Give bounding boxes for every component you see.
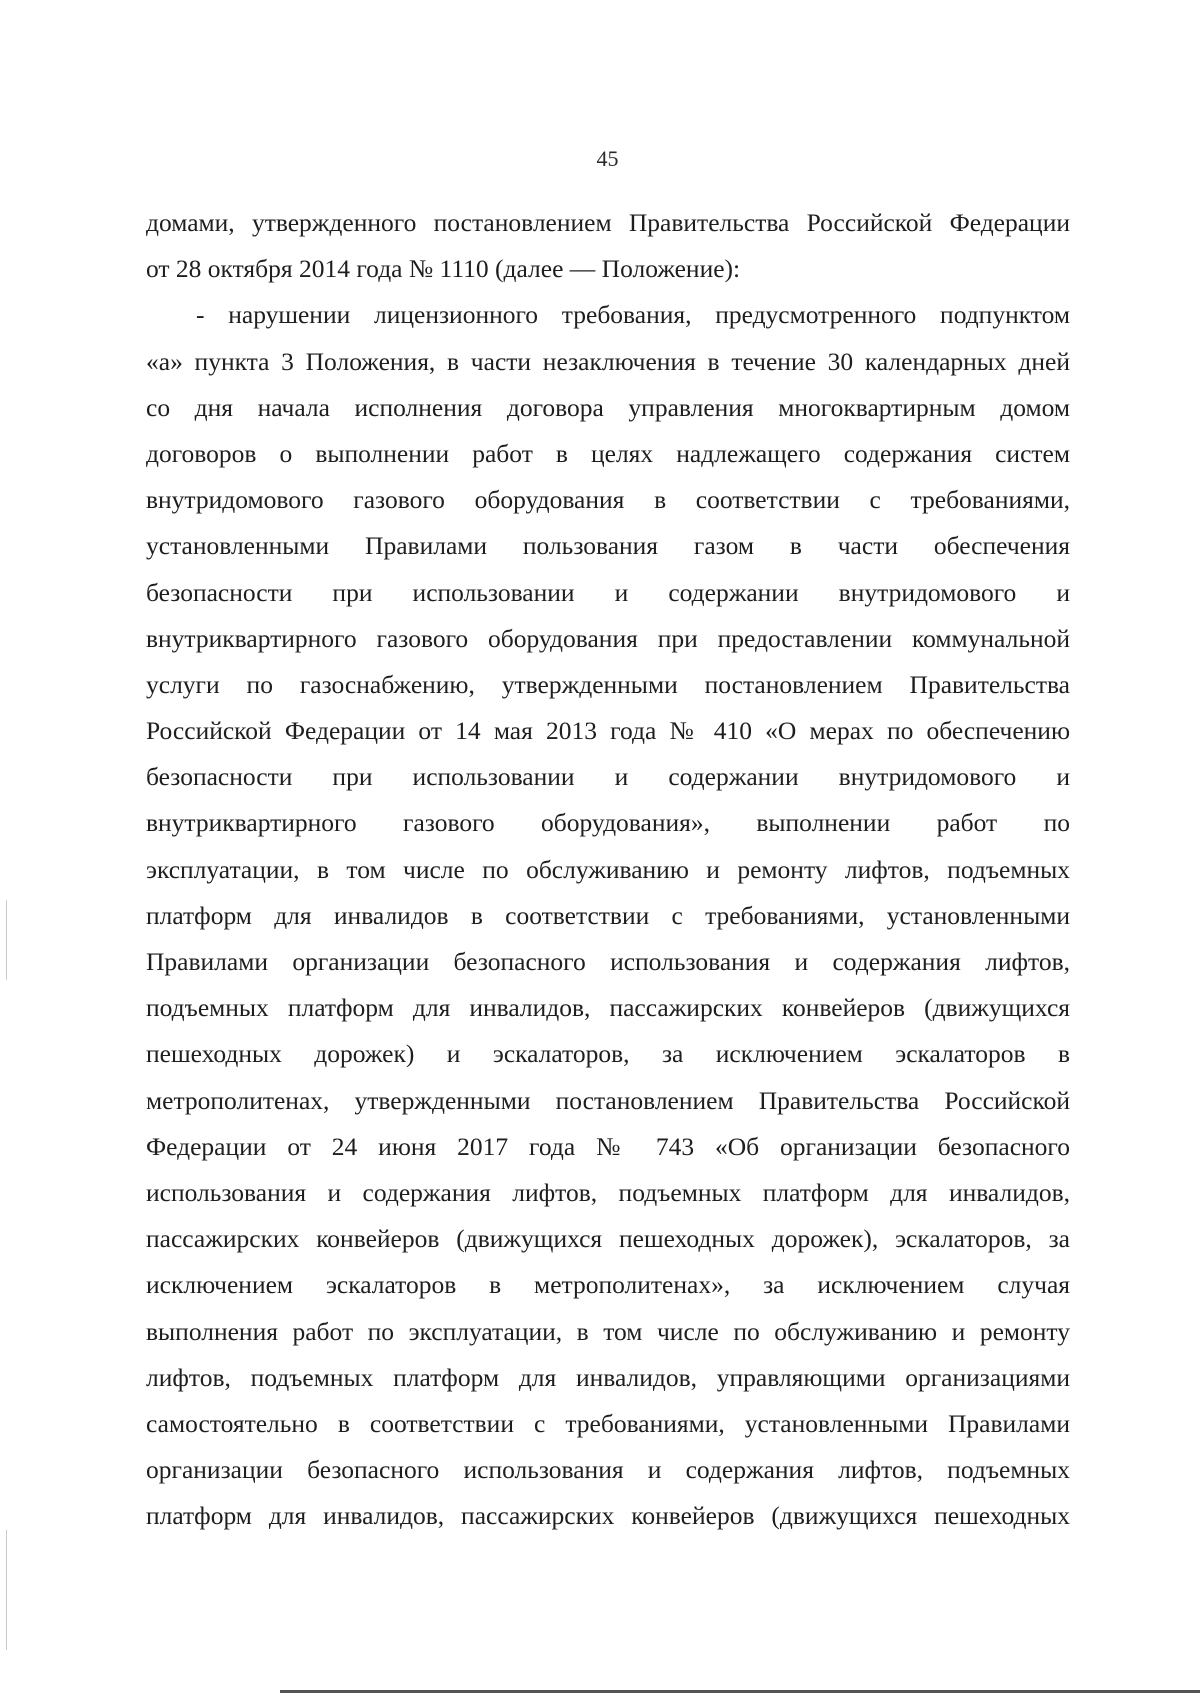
text-line: домами, утвержденного постановлением Правительства Российской Федерации bbox=[146, 208, 1070, 237]
text-line: выполнения работ по эксплуатации, в том числе по обслуживанию и ремонту bbox=[146, 1316, 1070, 1346]
text-line: пассажирских конвейеров (движущихся пешеходных дорожек), эскалаторов, за bbox=[146, 1224, 1070, 1254]
text-line: внутриквартирного газового оборудования», выполнении работ по bbox=[146, 808, 1070, 838]
text-line: «а» пункта 3 Положения, в части незаключения в течение 30 календарных дней bbox=[146, 346, 1070, 376]
text-line: со дня начала исполнения договора управления многоквартирным домом bbox=[146, 392, 1070, 422]
text-line: пешеходных дорожек) и эскалаторов, за исключением эскалаторов в bbox=[146, 1039, 1070, 1069]
text-line: лифтов, подъемных платформ для инвалидов, управляющими организациями bbox=[146, 1362, 1070, 1392]
text-line: исключением эскалаторов в метрополитенах», за исключением случая bbox=[146, 1270, 1070, 1300]
text-line: установленными Правилами пользования газом в части обеспечения bbox=[146, 531, 1070, 561]
text-line: платформ для инвалидов, пассажирских конвейеров (движущихся пешеходных bbox=[146, 1501, 1070, 1531]
text-line: использования и содержания лифтов, подъемных платформ для инвалидов, bbox=[146, 1177, 1070, 1207]
text-line: безопасности при использовании и содержании внутридомового и bbox=[146, 577, 1070, 607]
text-line: самостоятельно в соответствии с требованиями, установленными Правилами bbox=[146, 1408, 1070, 1438]
text-line: Федерации от 24 июня 2017 года № 743 «Об организации безопасного bbox=[146, 1131, 1070, 1161]
text-line: безопасности при использовании и содержании внутридомового и bbox=[146, 762, 1070, 792]
text-line: - нарушении лицензионного требования, предусмотренного подпунктом bbox=[196, 300, 1070, 330]
text-line: договоров о выполнении работ в целях надлежащего содержания систем bbox=[146, 438, 1070, 468]
text-line: метрополитенах, утвержденными постановлением Правительства Российской bbox=[146, 1085, 1070, 1115]
text-line: Российской Федерации от 14 мая 2013 года № 410 «О мерах по обеспечению bbox=[146, 716, 1070, 746]
page-number: 45 bbox=[596, 146, 619, 171]
text-line: подъемных платформ для инвалидов, пассажирских конвейеров (движущихся bbox=[146, 993, 1070, 1023]
scan-edge-mark bbox=[6, 900, 7, 980]
text-line: внутриквартирного газового оборудования при предоставлении коммунальной bbox=[146, 623, 1070, 653]
document-text bbox=[146, 200, 1070, 1539]
text-line: от 28 октября 2014 года № 1110 (далее — Положение): bbox=[146, 254, 741, 284]
text-line: организации безопасного использования и содержания лифтов, подъемных bbox=[146, 1455, 1070, 1485]
text-line: эксплуатации, в том числе по обслуживанию и ремонту лифтов, подъемных bbox=[146, 854, 1070, 884]
text-line: Правилами организации безопасного использования и содержания лифтов, bbox=[146, 947, 1070, 976]
text-line: услуги по газоснабжению, утвержденными постановлением Правительства bbox=[146, 669, 1070, 699]
text-line: платформ для инвалидов в соответствии с требованиями, установленными bbox=[146, 900, 1070, 930]
scan-bottom-edge bbox=[280, 1690, 1200, 1693]
scan-edge-mark bbox=[6, 1530, 7, 1650]
text-line: внутридомового газового оборудования в соответствии с требованиями, bbox=[146, 485, 1070, 515]
